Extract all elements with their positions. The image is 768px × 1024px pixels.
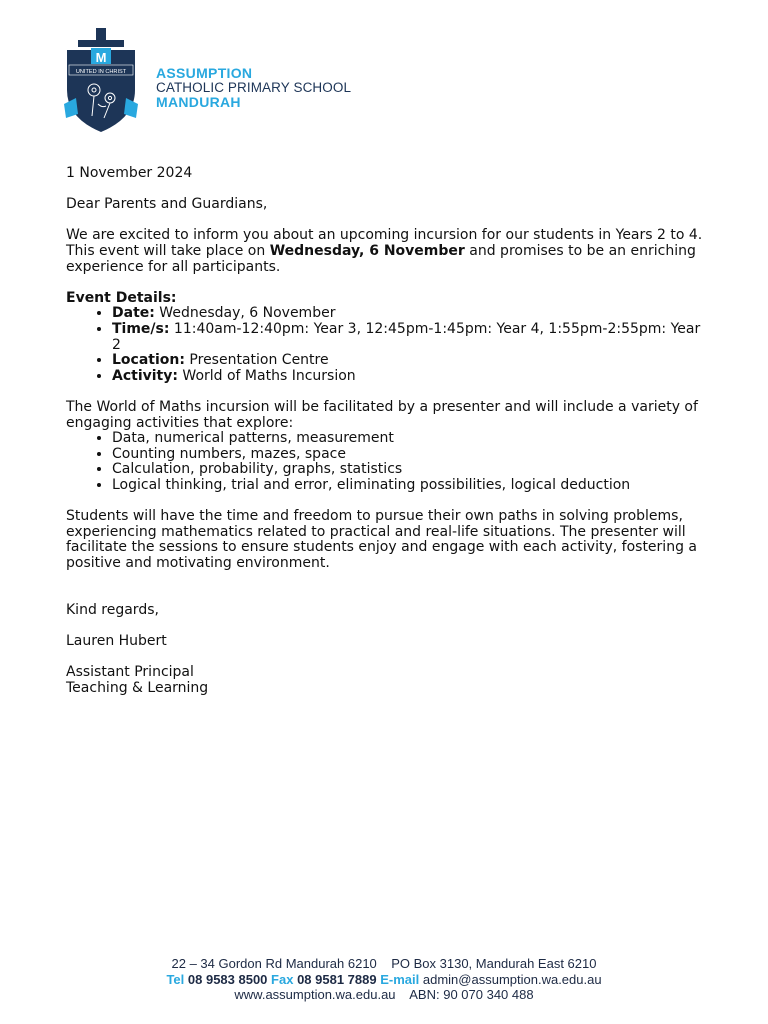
letter-footer <box>0 956 768 1003</box>
footer-address: 22 – 34 Gordon Rd Mandurah 6210 PO Box 3130, Mandurah East 6210 <box>171 956 597 971</box>
signature-block <box>66 603 706 697</box>
crest-motto: UNITED IN CHRIST <box>75 69 127 75</box>
activities-intro: The World of Maths incursion will be facilitated by a presenter and will include a variety of engaging activities that explore: <box>66 398 698 431</box>
activity-item: • Counting numbers, mazes, space <box>112 447 706 463</box>
detail-item-activity: • Activity: World of Maths Incursion <box>112 369 706 385</box>
school-name-line1: ASSUMPTION <box>156 65 253 81</box>
activity-item: • Logical thinking, trial and error, eliminating possibilities, logical deduction <box>112 478 706 494</box>
event-date-highlight: Wednesday, 6 November <box>269 242 465 259</box>
activity-item: • Data, numerical patterns, measurement <box>112 431 706 447</box>
tel-label: Tel <box>166 971 185 987</box>
details-list <box>66 306 706 384</box>
school-name <box>156 66 351 110</box>
school-crest <box>64 28 138 134</box>
intro-paragraph: We are excited to inform you about an upcoming incursion for our students in Years 2 to 4. This event will take place on Wednesday, 6 November and promises to be an enriching experience for all participants. <box>66 227 703 275</box>
signatory-title: Assistant Principal <box>66 664 194 680</box>
email-address: admin@assumption.wa.edu.au <box>422 971 602 987</box>
footer-website-abn: www.assumption.wa.edu.au ABN: 90 070 340 488 <box>234 987 534 1002</box>
signatory-name: Lauren Hubert <box>66 632 167 649</box>
detail-item-date: • Date: Wednesday, 6 November <box>112 306 706 322</box>
signatory-department: Teaching & Learning <box>66 679 209 696</box>
activity-item: • Calculation, probability, graphs, statistics <box>112 462 706 478</box>
school-name-line3: MANDURAH <box>156 94 241 110</box>
letter-body <box>66 166 706 696</box>
details-heading: Event Details: <box>66 289 177 306</box>
closing-paragraph: Students will have the time and freedom to pursue their own paths in solving problems, experiencing mathematics related to practical and real-life situations. The presenter will facilitate the sessions to ensure students enjoy and engage with each activity, fostering a positive and motivating environment. <box>66 508 697 571</box>
fax-number: 08 9581 7889 <box>297 971 377 987</box>
letter-date: 1 November 2024 <box>66 165 193 181</box>
crest-letter: M <box>95 50 107 65</box>
footer-contacts <box>0 972 768 988</box>
activities-list <box>66 431 706 493</box>
detail-item-times: • Time/s: 11:40am-12:40pm: Year 3, 12:45pm-1:45pm: Year 4, 1:55pm-2:55pm: Year 2 <box>112 322 706 353</box>
sign-off: Kind regards, <box>66 601 159 618</box>
crest-shield-icon <box>64 28 138 134</box>
salutation: Dear Parents and Guardians, <box>66 196 268 213</box>
school-name-line2: CATHOLIC PRIMARY SCHOOL <box>156 79 352 95</box>
tel-number: 08 9583 8500 <box>187 971 268 987</box>
detail-item-location: • Location: Presentation Centre <box>112 353 706 369</box>
fax-label: Fax <box>271 971 294 987</box>
email-label: E-mail <box>380 971 420 987</box>
